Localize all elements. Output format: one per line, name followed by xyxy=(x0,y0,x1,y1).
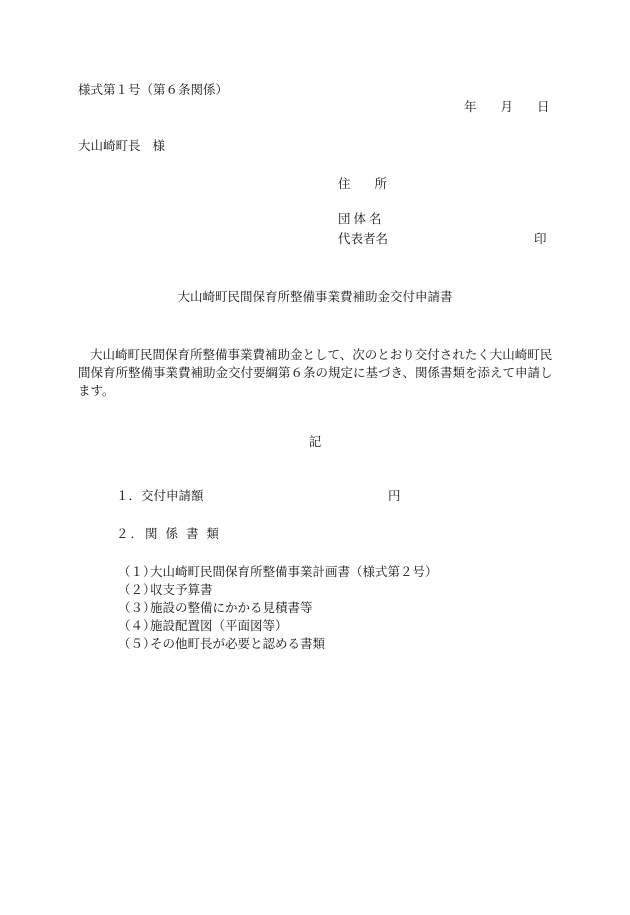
list-item-text: その他町長が必要と認める書類 xyxy=(150,636,326,651)
addressee xyxy=(78,140,165,153)
body-paragraph: 大山崎町民間保育所整備事業費補助金として、次のとおり交付されたく大山崎町民間保育所整備事業費補助金交付要綱第６条の規定に基づき、関係書類を添えて申請します。 xyxy=(78,347,553,398)
list-item-number: （５） xyxy=(118,636,156,651)
item-application-amount: １．交付申請額 xyxy=(116,488,204,503)
list-item-text: 大山崎町民間保育所整備事業計画書（様式第２号） xyxy=(150,564,438,579)
item-application-amount-unit: 円 xyxy=(388,488,401,503)
list-item-number: （２） xyxy=(118,582,156,597)
addressee-name: 大山崎町長 xyxy=(78,138,141,153)
list-item-number: （１） xyxy=(118,564,156,579)
seal-mark: 印 xyxy=(534,231,547,246)
date-year: 年 xyxy=(464,99,477,114)
ki-heading: 記 xyxy=(308,434,322,449)
list-item-number: （３） xyxy=(118,600,156,615)
addressee-honorific: 様 xyxy=(152,138,166,153)
list-item-text: 施設配置図（平面図等） xyxy=(150,618,288,633)
list-item-text: 収支予算書 xyxy=(150,582,213,597)
list-item xyxy=(118,638,438,656)
address-label-2: 所 xyxy=(374,176,388,191)
item-related-documents: ２．関 係 書 類 xyxy=(116,526,221,541)
document-title: 大山崎町民間保育所整備事業費補助金交付申請書 xyxy=(177,289,453,304)
organization-label: 団体名 xyxy=(338,211,385,226)
date-line xyxy=(464,101,550,114)
list-item-text: 施設の整備にかかる見積書等 xyxy=(150,600,313,615)
address-label-1: 住 xyxy=(338,176,351,191)
date-month: 月 xyxy=(500,99,514,114)
date-day: 日 xyxy=(537,99,550,114)
representative-label: 代表者名 xyxy=(338,231,389,246)
form-number: 様式第１号（第６条関係） xyxy=(78,82,229,97)
list-item-number: （４） xyxy=(118,618,156,633)
document-list xyxy=(118,566,438,656)
address-label xyxy=(338,178,387,191)
